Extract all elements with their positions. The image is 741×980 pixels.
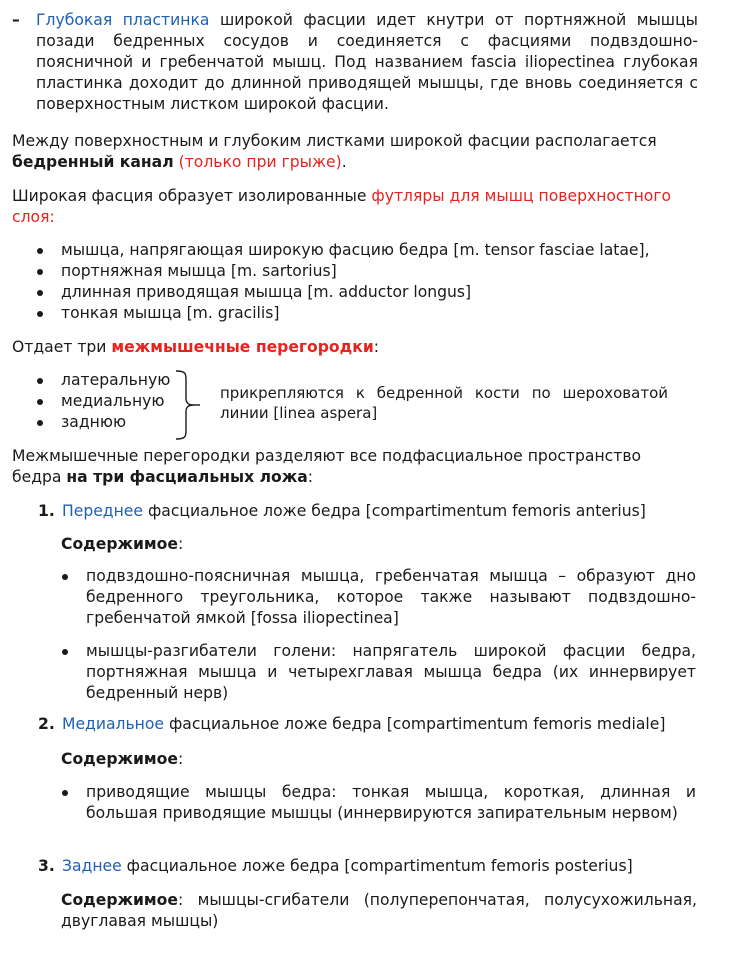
contents-colon: :: [177, 535, 184, 553]
posterior-contents-text: мышцы-сгибатели (полуперепончатая, полусухожильная, двуглавая мышцы): [61, 891, 697, 930]
bullet-icon: [37, 420, 43, 426]
contents-label: Содержимое: [61, 891, 178, 909]
list-item-text: тонкая мышца [m. gracilis]: [61, 304, 280, 322]
intro-line-1: широкой фасции идет кнутри от портняжной мышцы: [209, 11, 698, 29]
septa-attachment-note: прикрепляются к бедренной кости по шероховатой линии [linea aspera]: [220, 384, 668, 422]
sheaths-red-1: футляры для мышц поверхностного: [371, 187, 672, 205]
bullet-icon: [37, 269, 43, 275]
contents-colon: :: [177, 750, 184, 768]
medial-compartment-heading: [38, 714, 698, 735]
bullet-icon: [37, 290, 43, 296]
medial-term: Медиальное: [62, 715, 165, 733]
contents-label: Содержимое: [61, 750, 178, 768]
list-item-text: латеральную: [61, 371, 171, 389]
medial-rest: фасциальное ложе бедра [compartimentum femoris mediale]: [164, 715, 666, 733]
contents-label: Содержимое: [61, 535, 178, 553]
bullet-icon: [62, 649, 68, 655]
posterior-term: Заднее: [62, 857, 122, 875]
divide-line-1: Межмышечные перегородки разделяют все подфасциальное пространство: [12, 447, 642, 465]
sheaths-list: [12, 240, 702, 324]
list-item-text: длинная приводящая мышца [m. adductor longus]: [61, 283, 472, 301]
septa-paragraph: [12, 337, 696, 358]
septa-term: межмышечные перегородки: [111, 338, 374, 356]
bullet-icon: [62, 574, 68, 580]
canal-hernia-note: (только при грыже): [178, 153, 342, 171]
list-item: [12, 303, 702, 324]
divide-line-2: бедра: [12, 468, 67, 486]
list-item-text: приводящие мышцы бедра: тонкая мышца, короткая, длинная и большая приводящие мышцы (иннервируются запирательным нервом): [86, 783, 696, 822]
anterior-compartment-heading: [38, 501, 698, 522]
list-item: [60, 641, 696, 704]
femoral-canal-paragraph: [12, 131, 696, 173]
list-item: [60, 566, 696, 629]
medial-contents-label: [61, 749, 183, 770]
deep-lamina-paragraph: [12, 10, 698, 115]
list-item: [12, 412, 170, 433]
septa-lead: Отдает три: [12, 338, 112, 356]
dash-marker: –: [12, 11, 20, 29]
septa-brace-group: [12, 370, 712, 440]
anterior-contents-label: [61, 534, 183, 555]
list-item: [12, 370, 170, 391]
bullet-icon: [37, 248, 43, 254]
list-item-text: мышца, напрягающая широкую фасцию бедра [m. tensor fasciae latae],: [61, 241, 650, 259]
sheaths-paragraph: [12, 186, 696, 228]
divide-colon: :: [307, 468, 314, 486]
list-item-text: медиальную: [61, 392, 165, 410]
posterior-contents: [61, 890, 697, 932]
contents-colon: :: [177, 891, 184, 909]
intro-line-5: с поверхностным листком широкой фасции.: [36, 74, 698, 113]
intro-line-2: позади бедренных сосудов и соединяется с фасциями подвздошно-: [36, 32, 698, 50]
anterior-contents-list: [60, 566, 696, 629]
femoral-canal-term: бедренный канал: [12, 153, 174, 171]
anterior-extensors-list: [60, 641, 696, 704]
septa-list: [12, 370, 170, 433]
list-item: [60, 782, 696, 824]
deep-lamina-term: Глубокая пластинка: [36, 11, 210, 29]
posterior-rest: фасциальное ложе бедра [compartimentum femoris posterius]: [121, 857, 633, 875]
list-item-text: мышцы-разгибатели голени: напрягатель широкой фасции бедра, портняжная мышца и четырехглавая мышца бедра (их иннервирует бедренный нерв): [86, 642, 696, 702]
intro-line-4: пластинка доходит до длинной приводящей мышцы, где вновь соединяется: [36, 74, 684, 92]
list-item-text: подвздошно-поясничная мышца, гребенчатая мышца – образуют дно бедренного треугольника, которое также называют подвздошно-гребенчатой ямкой [fossa iliopectinea]: [86, 567, 696, 627]
list-item: [12, 391, 170, 412]
list-item-text: портняжная мышца [m. sartorius]: [61, 262, 337, 280]
canal-line-1: Между поверхностным и глубоким листками широкой фасции располагается: [12, 132, 657, 150]
septa-colon: :: [373, 338, 380, 356]
list-item: [12, 261, 702, 282]
bullet-icon: [37, 311, 43, 317]
sheaths-lead: Широкая фасция образует изолированные: [12, 187, 372, 205]
list-item-text: заднюю: [61, 413, 127, 431]
compartments-intro-paragraph: [12, 446, 696, 488]
anterior-rest: фасциальное ложе бедра [compartimentum femoris anterius]: [142, 502, 646, 520]
canal-period: .: [341, 153, 347, 171]
bullet-icon: [62, 790, 68, 796]
curly-brace-icon: [172, 370, 212, 440]
intro-line-3: поясничной и гребенчатой мышц. Под названием fascia iliopectinea глубокая: [36, 53, 698, 71]
sheaths-red-2: слоя:: [12, 208, 55, 226]
bullet-icon: [37, 399, 43, 405]
item-number: 3.: [38, 857, 55, 875]
list-item: [12, 240, 702, 261]
three-compartments-term: на три фасциальных ложа: [66, 468, 308, 486]
item-number: 1.: [38, 502, 55, 520]
posterior-compartment-heading: [38, 856, 698, 877]
bullet-icon: [37, 378, 43, 384]
anterior-term: Переднее: [62, 502, 143, 520]
item-number: 2.: [38, 715, 55, 733]
list-item: [12, 282, 702, 303]
medial-contents-list: [60, 782, 696, 824]
